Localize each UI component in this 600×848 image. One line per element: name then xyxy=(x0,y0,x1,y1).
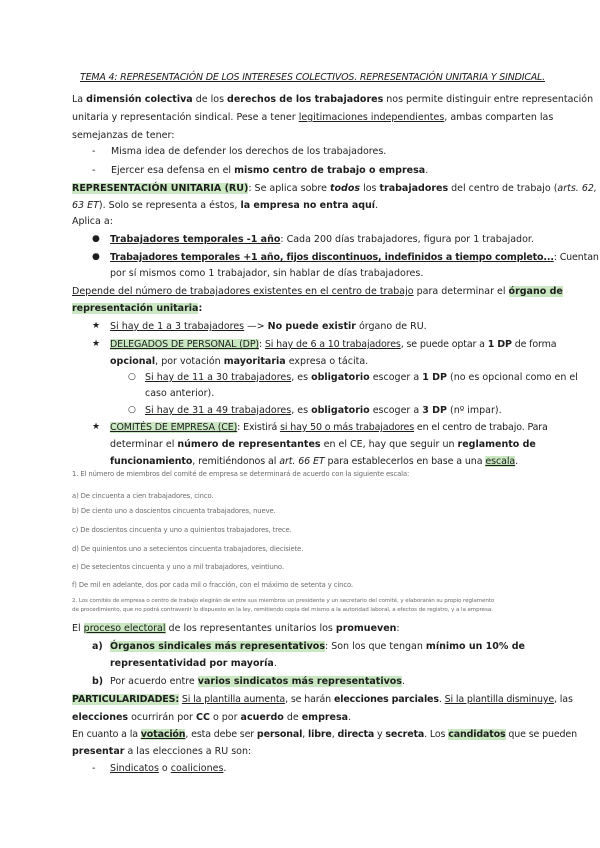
applies-item-2: Trabajadores temporales +1 año, fijos discontinuos, indefinidos a tiempo completo...: Cuentan xyxy=(110,252,599,263)
sub-item-1: Si hay de 11 a 30 trabajadores, es obligatorio escoger a 1 DP (no es opcional como en el xyxy=(145,372,578,383)
dash-item-2: Ejercer esa defensa en el mismo centro de trabajo o empresa. xyxy=(111,165,429,176)
scan-line: de procedimiento, que no podrá contravenir lo dispuesto en la ley, remitiendo copia del mismo a la autoridad laboral, a efectos de registro, y a la empresa. xyxy=(72,607,493,613)
scan-line: a) De cincuenta a cien trabajadores, cinco. xyxy=(72,492,214,500)
ru-heading: REPRESENTACIÓN UNITARIA (RU) xyxy=(72,183,249,194)
circle-bullet: ○ xyxy=(128,405,136,415)
scan-line: 1. El número de miembros del comité de empresa se determinará de acuerdo con la siguiente escala: xyxy=(72,470,410,478)
process-item-b: Por acuerdo entre varios sindicatos más representativos. xyxy=(110,676,405,687)
dash-marker: - xyxy=(92,763,96,774)
dash-marker: - xyxy=(92,146,96,157)
process-item-a-cont: representatividad por mayoría. xyxy=(110,658,277,669)
dash-item-1: Misma idea de defender los derechos de los trabajadores. xyxy=(111,146,387,157)
applies-label: Aplica a: xyxy=(72,216,113,227)
applies-item-2-cont: por sí mismos como 1 trabajador, sin hablar de días trabajadores. xyxy=(110,268,424,279)
disc-bullet: ● xyxy=(92,252,100,262)
star-item-1: Si hay de 1 a 3 trabajadores —> No puede existir órgano de RU. xyxy=(110,321,427,332)
star-bullet: ★ xyxy=(92,339,101,349)
intro-line-3: semejanzas de tener: xyxy=(72,130,175,141)
star-item-2-cont: opcional, por votación mayoritaria expresa o tácita. xyxy=(110,356,369,367)
scan-line: e) De setecientos cincuenta y uno a mil trabajadores, veintiuno. xyxy=(72,563,284,571)
scan-line: c) De doscientos cincuenta y uno a quinientos trabajadores, trece. xyxy=(72,526,292,534)
ru-line-2: 63 ET). Solo se representa a éstos, la empresa no entra aquí. xyxy=(72,200,379,211)
star-item-2: DELEGADOS DE PERSONAL (DP): Si hay de 6 a 10 trabajadores, se puede optar a 1 DP de forma xyxy=(110,339,557,350)
star-item-3: COMITÉS DE EMPRESA (CE): Existirá si hay 50 o más trabajadores en el centro de trabajo. Para xyxy=(110,422,548,433)
vote-line-1: En cuanto a la votación, esta debe ser personal, libre, directa y secreta. Los candidatos que se pueden xyxy=(72,729,577,740)
star-bullet: ★ xyxy=(92,422,101,432)
process-item-a: Órganos sindicales más representativos: Son los que tengan mínimo un 10% de xyxy=(110,641,525,652)
star-bullet: ★ xyxy=(92,321,101,331)
sub-item-1-cont: caso anterior). xyxy=(145,388,215,399)
scan-line: 2. Los comités de empresa o centro de trabajo elegirán de entre sus miembros un presidente y un secretario del comité, y elaborarán su propio reglamento xyxy=(72,598,495,604)
disc-bullet: ● xyxy=(92,234,100,244)
dash-marker: - xyxy=(92,165,96,176)
list-marker-b: b) xyxy=(92,676,104,687)
partic-line-2: elecciones ocurrirán por CC o por acuerdo de empresa. xyxy=(72,712,352,723)
scan-line: b) De ciento uno a doscientos cincuenta trabajadores, nueve. xyxy=(72,507,276,515)
vote-line-2: presentar a las elecciones a RU son: xyxy=(72,746,252,757)
depends-line-1: Depende del número de trabajadores existentes en el centro de trabajo para determinar el órgano de xyxy=(72,286,563,297)
partic-line-1: PARTICULARIDADES: Si la plantilla aumenta, se harán elecciones parciales. Si la plantilla disminuye, las xyxy=(72,694,573,705)
scan-line: f) De mil en adelante, dos por cada mil o fracción, con el máximo de setenta y cinco. xyxy=(72,581,354,589)
scan-line: d) De quinientos uno a setecientos cincuenta trabajadores, diecisiete. xyxy=(72,545,304,553)
process-line: El proceso electoral de los representantes unitarios los promueven: xyxy=(72,623,400,634)
intro-line-1: La dimensión colectiva de los derechos de los trabajadores nos permite distinguir entre representación xyxy=(72,94,594,105)
circle-bullet: ○ xyxy=(128,372,136,382)
list-marker-a: a) xyxy=(92,641,103,652)
page-title: TEMA 4: REPRESENTACIÓN DE LOS INTERESES COLECTIVOS. REPRESENTACIÓN UNITARIA Y SINDICAL. xyxy=(80,72,545,83)
sub-item-2: Si hay de 31 a 49 trabajadores, es obligatorio escoger a 3 DP (nº impar). xyxy=(145,405,502,416)
intro-line-2: unitaria y representación sindical. Pese a tener legitimaciones independientes, ambas comparten las xyxy=(72,112,554,123)
star-item-3-cont-2: funcionamiento, remitiéndonos al art. 66 ET para establecerlos en base a una escala. xyxy=(110,456,518,467)
applies-item-1: Trabajadores temporales -1 año: Cada 200 días trabajadores, figura por 1 trabajador. xyxy=(110,234,534,245)
ru-line-1: REPRESENTACIÓN UNITARIA (RU): Se aplica sobre todos los trabajadores del centro de trabajo (arts. 62, xyxy=(72,183,597,194)
candidates-item: Sindicatos o coaliciones. xyxy=(110,763,227,774)
star-item-3-cont: determinar el número de representantes en el CE, hay que seguir un reglamento de xyxy=(110,439,536,450)
depends-line-2: representación unitaria: xyxy=(72,303,203,314)
